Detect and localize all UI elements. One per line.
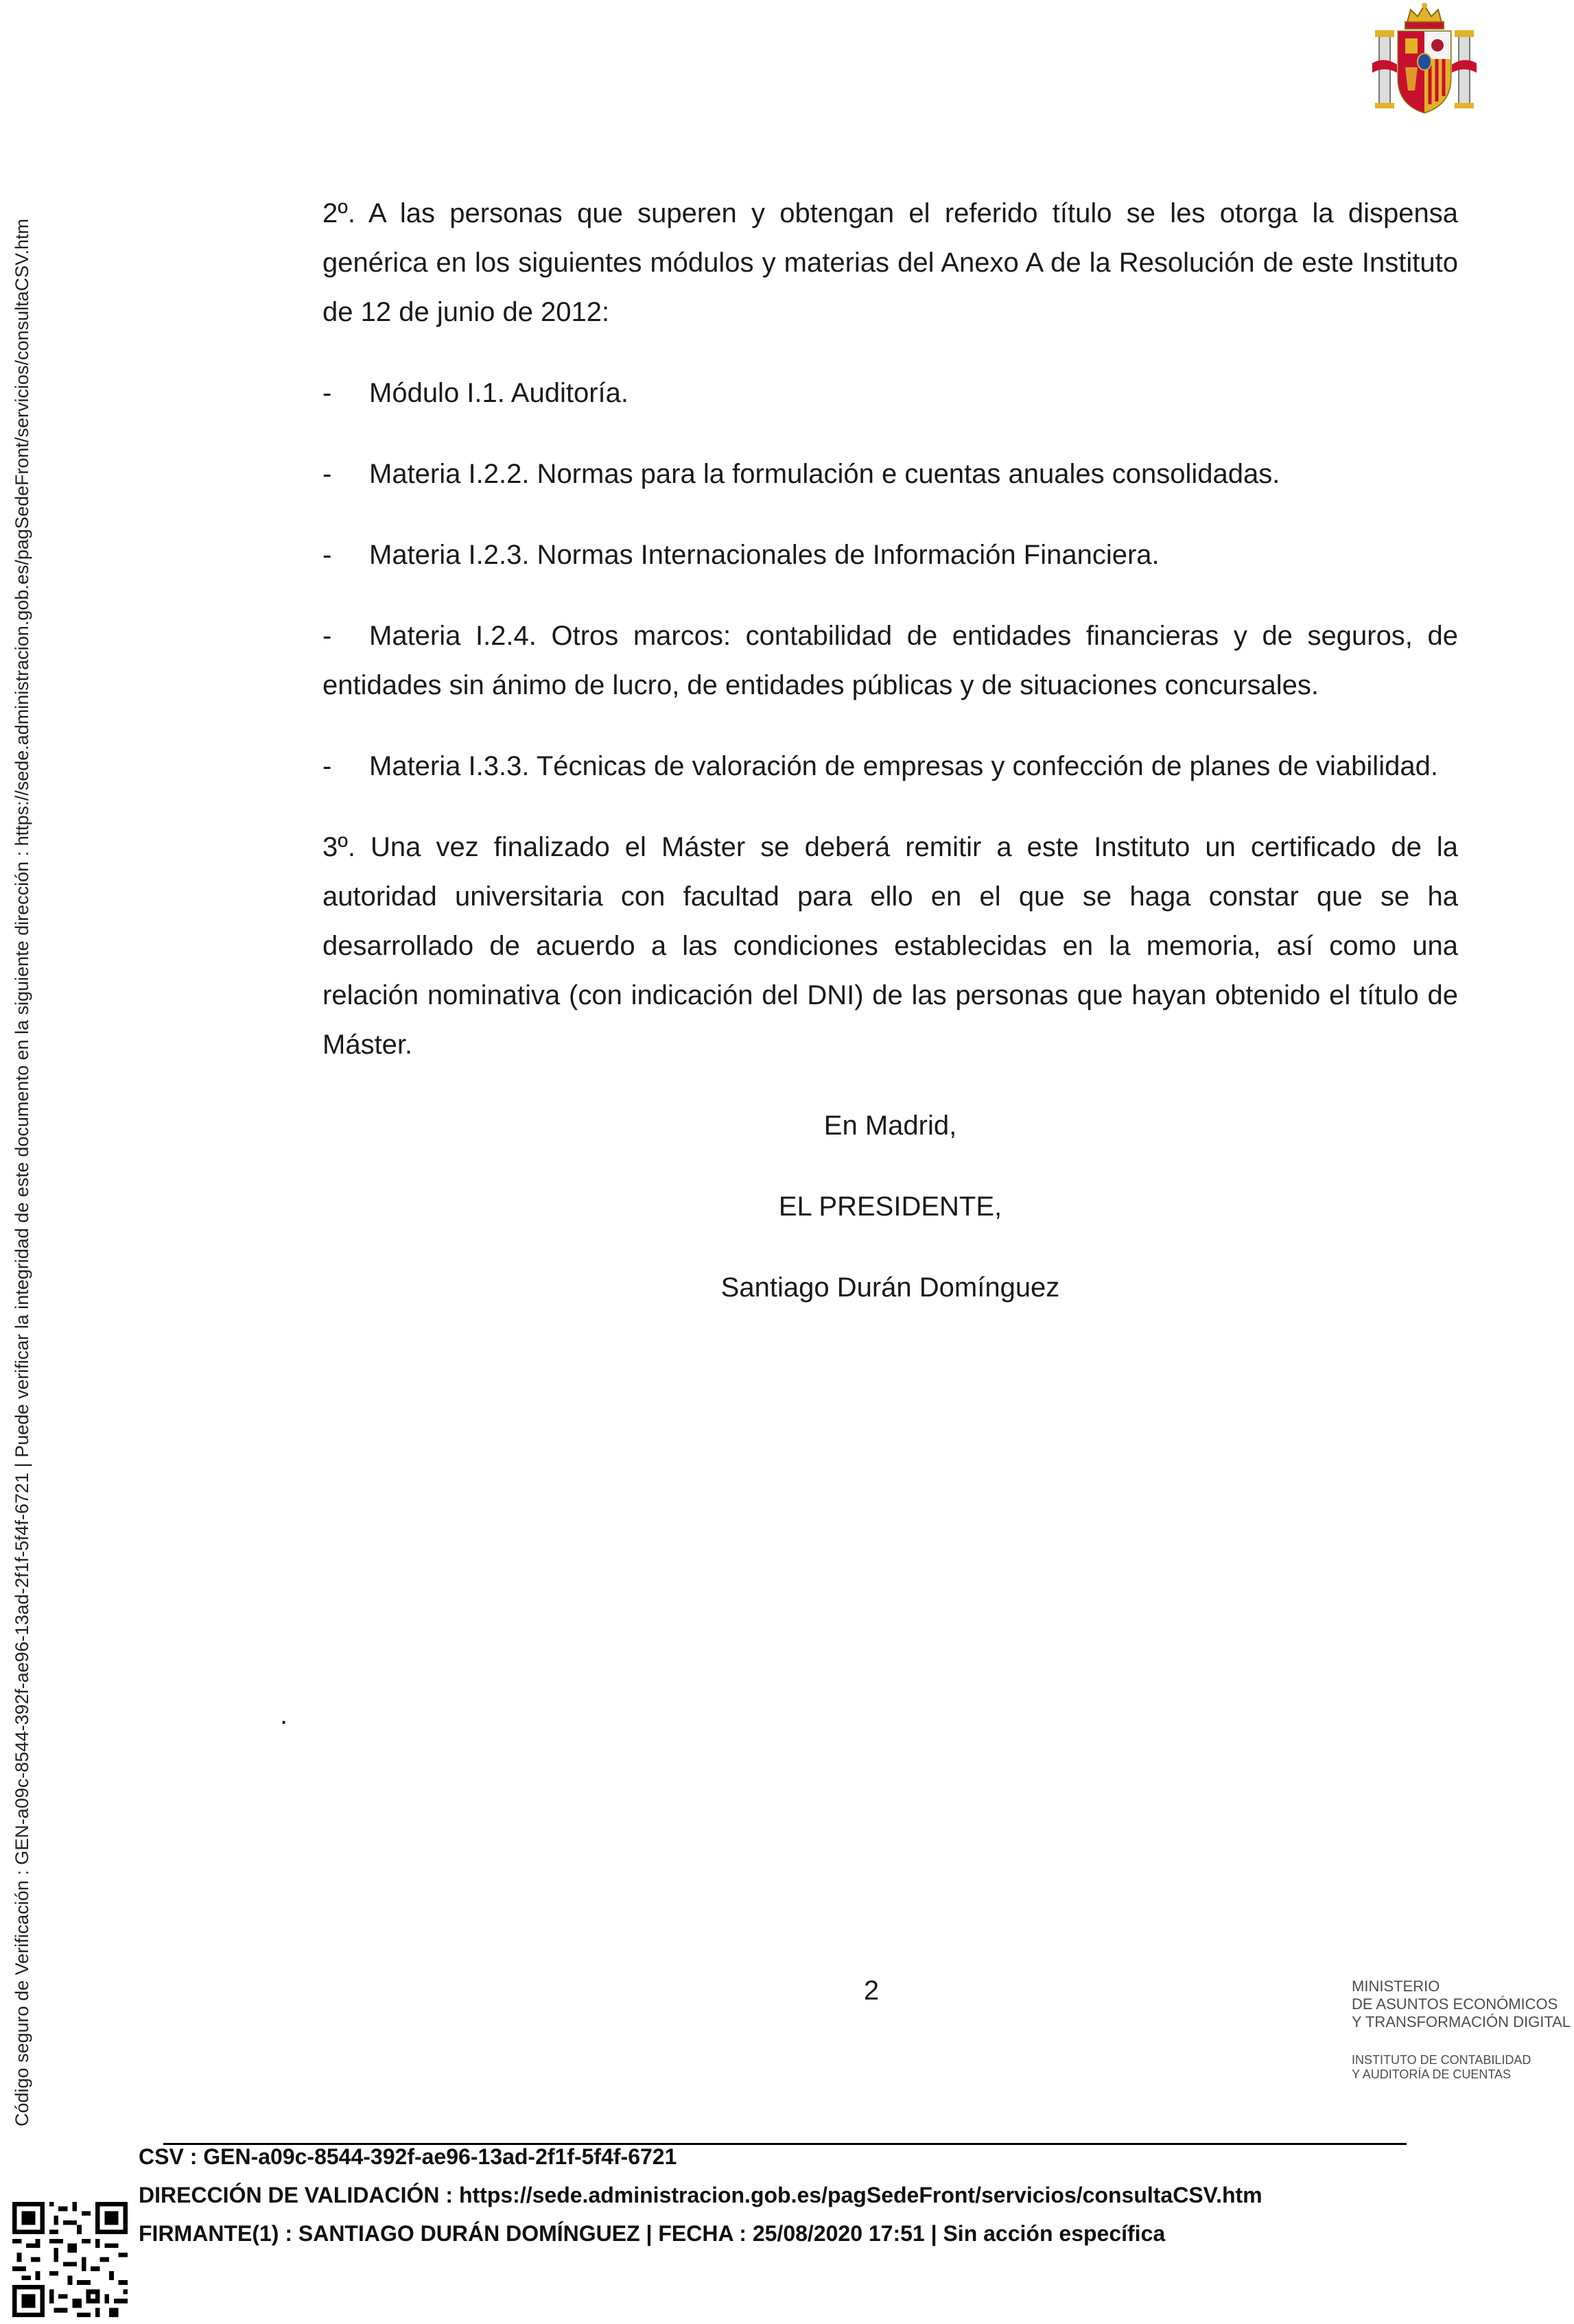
list-item bbox=[322, 611, 1458, 710]
institute-name bbox=[1352, 2053, 1531, 2082]
coat-of-arms-icon bbox=[1370, 1, 1479, 118]
list-dash: - bbox=[322, 751, 332, 781]
ministry-line: DE ASUNTOS ECONÓMICOS bbox=[1352, 1995, 1558, 2013]
institute-line: INSTITUTO DE CONTABILIDAD bbox=[1352, 2053, 1531, 2067]
ministry-line: MINISTERIO bbox=[1352, 1978, 1440, 1995]
list-dash: - bbox=[322, 621, 332, 651]
footer-validation-url[interactable]: DIRECCIÓN DE VALIDACIÓN : https://sede.administracion.gob.es/pagSedeFront/servicios/consultaCSV.htm bbox=[139, 2183, 1262, 2207]
list-item bbox=[322, 742, 1458, 791]
signature-name: Santiago Durán Domínguez bbox=[720, 1272, 1060, 1303]
list-item-text: Materia I.2.4. Otros marcos: contabilidad de entidades financieras y de seguros, de entidades sin ánimo de lucro, de entidades públicas y de situaciones concursales. bbox=[322, 621, 1458, 700]
list-item bbox=[322, 368, 1458, 418]
paragraph-2: 2º. A las personas que superen y obtengan el referido título se les otorga la dispensa genérica en los siguientes módulos y materias del Anexo A de la Resolución de este Instituto de 12 de junio de 2012: bbox=[322, 198, 1458, 327]
list-dash: - bbox=[322, 378, 332, 408]
signature-place: En Madrid, bbox=[823, 1111, 957, 1141]
list-dash: - bbox=[322, 459, 332, 489]
signature-role: EL PRESIDENTE, bbox=[778, 1191, 1002, 1222]
institute-line: Y AUDITORÍA DE CUENTAS bbox=[1352, 2067, 1512, 2081]
ministry-name bbox=[1352, 1978, 1571, 2031]
footer-signer: FIRMANTE(1) : SANTIAGO DURÁN DOMÍNGUEZ | FECHA : 25/08/2020 17:51 | Sin acción específica bbox=[139, 2221, 1166, 2246]
list-dash: - bbox=[322, 540, 332, 570]
list-item-text: Módulo I.1. Auditoría. bbox=[369, 378, 629, 408]
list-item-text: Materia I.2.3. Normas Internacionales de Información Financiera. bbox=[369, 540, 1160, 570]
qr-code-icon bbox=[12, 2202, 128, 2317]
stray-dot: . bbox=[280, 1700, 288, 1730]
list-item-text: Materia I.3.3. Técnicas de valoración de empresas y confección de planes de viabilidad. bbox=[369, 751, 1438, 781]
footer-csv: CSV : GEN-a09c-8544-392f-ae96-13ad-2f1f-5f4f-6721 bbox=[139, 2144, 677, 2169]
list-item bbox=[322, 449, 1458, 499]
paragraph-3: 3º. Una vez finalizado el Máster se deberá remitir a este Instituto un certificado de la autoridad universitaria con facultad para ello en el que se haga constar que se ha desarrollado de acuerdo a las condiciones establecidas en la memoria, así como una relación nominativa (con indicación del DNI) de las personas que hayan obtenido el título de Máster. bbox=[322, 832, 1458, 1060]
list-item-text: Materia I.2.2. Normas para la formulación e cuentas anuales consolidadas. bbox=[369, 459, 1280, 489]
ministry-line: Y TRANSFORMACIÓN DIGITAL bbox=[1352, 2013, 1571, 2030]
document-body bbox=[322, 189, 1458, 1344]
list-item bbox=[322, 530, 1458, 580]
csv-side-margin-text: Código seguro de Verificación : GEN-a09c-8544-392f-ae96-13ad-2f1f-5f4f-6721 | Puede verificar la integridad de este documento en la siguiente dirección : https://sede.administracion.gob.es/pagSedeFront/servicios/consultaCSV.htm bbox=[12, 218, 32, 2126]
page-number: 2 bbox=[863, 1976, 880, 2006]
